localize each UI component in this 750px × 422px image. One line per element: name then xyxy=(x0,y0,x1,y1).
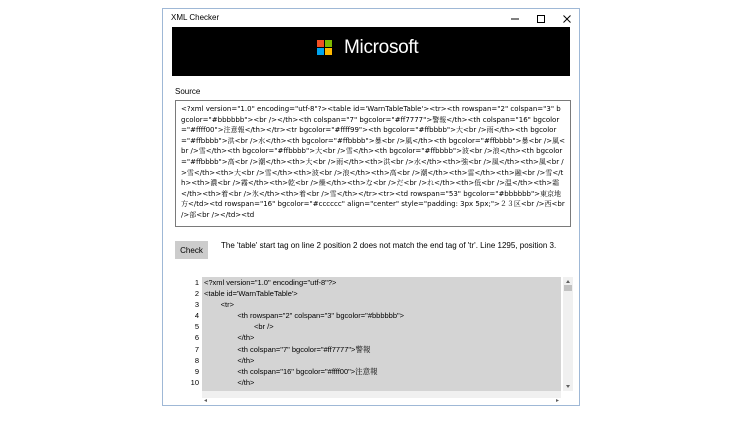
line-number-gutter xyxy=(175,277,199,388)
code-line: <th rowspan="2" colspan="3" bgcolor="#bbbbbb"> xyxy=(204,311,405,321)
scrollbar-arrows-icon xyxy=(563,277,573,391)
check-button[interactable]: Check xyxy=(175,241,208,259)
line-number: 9 xyxy=(194,366,199,376)
code-line: <tr> xyxy=(204,300,235,310)
horizontal-scrollbar[interactable] xyxy=(202,391,561,398)
microsoft-banner xyxy=(172,27,570,76)
line-number: 1 xyxy=(194,278,199,287)
source-textbox[interactable]: <?xml version="1.0" encoding="utf-8"?><table id='WarnTableTable'><tr><th rowspan="2" colspan="3" bgcolor="#bbbbbb"><br /></th><th colspan="7" bgcolor="#ff7777">警報</th><th colspan="16" bgcolor="#ffff00">注意報</th></tr><tr bgcolor="#ffff99"><th bgcolor="#ffbbbb">大<br />雨</th><th bgcolor="#ffbbbb">洪<br />水</th><th bgcolor="#ffbbbb">暴<br />風</th><th bgcolor="#ffbbbb">暴<br />風<br />雪</th><th bgcolor="#ffbbbb">大<br />雪</th><th bgcolor="#ffbbbb">波<br />浪</th><th bgcolor="#ffbbbb">高<br />潮</th><th>大<br />雨</th><th>洪<br />水</th><th>強<br />風</th><th>風<br />雪</th><th>大<br />雪</th><th>波<br />浪</th><th>高<br />潮</th><th>雷</th><th>融<br />雪</th><th>濃<br />霧</th><th>乾<br />燥</th><th>な<br />だ<br />れ</th><th>低<br />温</th><th>霜</th><th>着<br />氷</th><th>着<br />雪</th></tr><tr><td rowspan="53" bgcolor="#bbbbbb">東京地方</td><td rowspan="16" bgcolor="#cccccc" align="center" style="padding: 3px 5px;">２３区<br />西<br />部<br /></td><td xyxy=(175,100,571,227)
code-line: <table id='WarnTableTable'> xyxy=(204,289,298,299)
source-label: Source xyxy=(175,87,201,96)
code-line: <th colspan="16" bgcolor="#ffff00">注意報 xyxy=(204,366,378,376)
vertical-scrollbar[interactable] xyxy=(563,277,573,391)
close-button[interactable] xyxy=(555,9,579,29)
close-icon xyxy=(562,14,572,24)
title-bar[interactable] xyxy=(163,9,579,29)
line-number: 7 xyxy=(194,344,199,354)
microsoft-logo-icon xyxy=(317,40,333,56)
code-line: </th> xyxy=(204,355,255,365)
validation-message: The 'table' start tag on line 2 position 2 does not match the end tag of 'tr'. Line 1295, position 3. xyxy=(221,241,557,250)
window-title: XML Checker xyxy=(171,13,220,22)
line-number: 4 xyxy=(194,311,199,321)
minimize-icon xyxy=(510,14,520,24)
logo-square-blue xyxy=(317,48,324,55)
brand-name: Microsoft xyxy=(344,37,419,58)
line-number: 2 xyxy=(194,289,199,299)
code-editor[interactable] xyxy=(202,277,561,391)
logo-square-yellow xyxy=(325,48,332,55)
line-number: 8 xyxy=(194,355,199,365)
line-number: 3 xyxy=(194,300,199,310)
maximize-button[interactable] xyxy=(529,9,553,29)
formatted-code-view xyxy=(175,275,573,398)
maximize-icon xyxy=(536,14,546,24)
code-line: <?xml version="1.0" encoding="utf-8"?> xyxy=(204,278,337,287)
line-number: 10 xyxy=(190,377,199,387)
app-window xyxy=(162,8,580,406)
line-number: 5 xyxy=(194,322,199,332)
logo-square-green xyxy=(325,40,332,47)
logo-square-red xyxy=(317,40,324,47)
hscroll-arrows-icon xyxy=(202,397,561,404)
code-line: </th> xyxy=(204,333,255,343)
code-line: <br /> xyxy=(204,322,274,332)
line-number: 6 xyxy=(194,333,199,343)
minimize-button[interactable] xyxy=(503,9,527,29)
code-line: </th> xyxy=(204,377,255,387)
code-line: <th colspan="7" bgcolor="#ff7777">警報 xyxy=(204,344,371,354)
